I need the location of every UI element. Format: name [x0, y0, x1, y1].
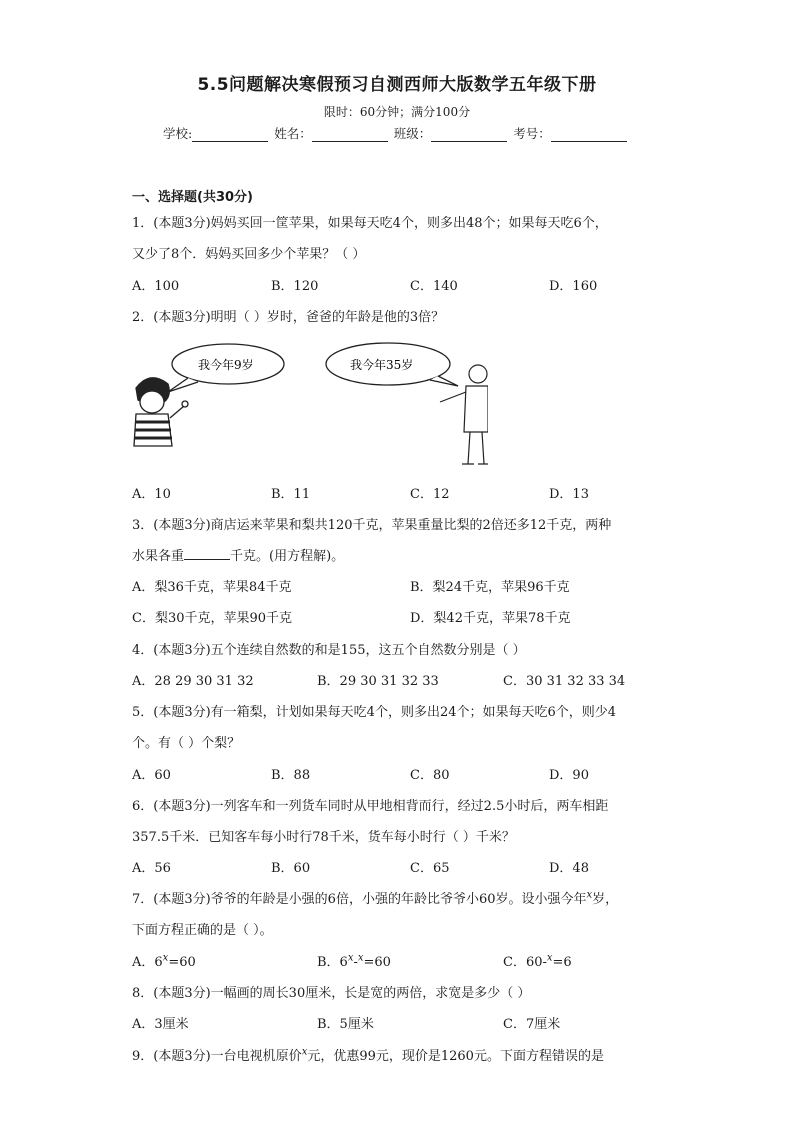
age-illustration — [128, 340, 488, 470]
q7a-eq: =60 — [168, 955, 196, 970]
q1-option-a[interactable]: A．100 — [132, 279, 180, 294]
page-title: 5.5问题解决寒假预习自测西师大版数学五年级下册 — [197, 75, 597, 95]
question-6-line-1: 6．(本题3分)一列客车和一列货车同时从甲地相背而行，经过2.5小时后，两车相距 — [132, 799, 609, 814]
question-1-line-1: 1．(本题3分)妈妈买回一筐苹果，如果每天吃4个，则多出48个；如果每天吃6个， — [132, 216, 608, 231]
exam-number-blank[interactable] — [551, 127, 627, 142]
school-label: 学校: — [163, 126, 193, 141]
q7-var-x: x — [586, 889, 593, 901]
q9-text-a: 9．(本题3分)一台电视机原价 — [132, 1049, 302, 1064]
q7c-var: x — [546, 952, 553, 964]
q7b-eq: =60 — [363, 955, 391, 970]
question-7-line-2: 下面方程正确的是（ ）。 — [132, 923, 273, 938]
q8-option-b[interactable]: B．5厘米 — [317, 1017, 374, 1032]
q6-option-a[interactable]: A．56 — [132, 861, 171, 876]
q5-option-a[interactable]: A．60 — [132, 768, 171, 783]
illustration-svg — [128, 340, 488, 470]
question-3-line-1: 3．(本题3分)商店运来苹果和梨共120千克，苹果重量比梨的2倍还多12千克，两种 — [132, 518, 612, 533]
time-limit-text: 限时：60分钟；满分100分 — [323, 105, 471, 119]
q7b-var-2: x — [357, 952, 364, 964]
question-7-line-1 — [132, 888, 618, 907]
q7-option-c[interactable] — [503, 951, 572, 970]
q1-option-d[interactable]: D．160 — [549, 279, 598, 294]
q5-option-c[interactable]: C．80 — [410, 768, 450, 783]
q1-option-c[interactable]: C．140 — [410, 279, 458, 294]
q8-option-a[interactable]: A．3厘米 — [132, 1017, 189, 1032]
bubble-child-text: 我今年9岁 — [198, 358, 254, 372]
q6-option-c[interactable]: C．65 — [410, 861, 450, 876]
question-9-line-1 — [132, 1045, 604, 1064]
q1-option-b[interactable]: B．120 — [271, 279, 319, 294]
q5-option-d[interactable]: D．90 — [549, 768, 589, 783]
class-label: 班级： — [393, 126, 432, 141]
q7b-text: B．6 — [317, 955, 348, 970]
question-8-line-1: 8．(本题3分)一幅画的周长30厘米，长是宽的两倍，求宽是多少（ ） — [132, 986, 531, 1001]
class-blank[interactable] — [431, 127, 507, 142]
q4-option-c[interactable]: C．30 31 32 33 34 — [503, 674, 626, 689]
q3-option-d[interactable]: D．梨42千克，苹果78千克 — [410, 611, 571, 626]
q7-text-a: 7．(本题3分)爷爷的年龄是小强的6倍，小强的年龄比爷爷小60岁。设小强今年 — [132, 892, 587, 907]
q3-answer-blank[interactable] — [184, 547, 230, 560]
q2-option-b[interactable]: B．11 — [271, 487, 311, 502]
q7-option-a[interactable] — [132, 951, 196, 970]
q2-option-c[interactable]: C．12 — [410, 487, 450, 502]
exam-number-label: 考号： — [513, 126, 551, 141]
q2-option-d[interactable]: D．13 — [549, 487, 589, 502]
q3-option-a[interactable]: A．梨36千克，苹果84千克 — [132, 580, 292, 595]
q9-var-x: x — [301, 1046, 308, 1058]
name-blank[interactable] — [312, 127, 388, 142]
question-1-line-2: 又少了8个．妈妈买回多少个苹果？（ ） — [132, 247, 366, 262]
question-2-line-1: 2．(本题3分)明明（ ）岁时，爸爸的年龄是他的3倍？ — [132, 310, 445, 325]
q7-text-b: 岁， — [592, 892, 619, 907]
q6-option-b[interactable]: B．60 — [271, 861, 311, 876]
school-blank[interactable] — [192, 127, 268, 142]
q8-option-c[interactable]: C．7厘米 — [503, 1017, 561, 1032]
q7c-text: C．60- — [503, 955, 547, 970]
q7b-minus: - — [353, 955, 358, 970]
q4-option-a[interactable]: A．28 29 30 31 32 — [132, 674, 254, 689]
question-3-line-2 — [132, 545, 344, 564]
question-5-line-2: 个。有（ ）个梨？ — [132, 736, 241, 751]
q2-option-a[interactable]: A．10 — [132, 487, 171, 502]
q3-option-c[interactable]: C．梨30千克，苹果90千克 — [132, 611, 293, 626]
q7c-eq: =6 — [552, 955, 572, 970]
q3-option-b[interactable]: B．梨24千克，苹果96千克 — [410, 580, 570, 595]
q7b-var-1: x — [347, 952, 354, 964]
q6-option-d[interactable]: D．48 — [549, 861, 589, 876]
q7-option-b[interactable] — [317, 951, 391, 970]
question-5-line-1: 5．(本题3分)有一箱梨，计划如果每天吃4个，则多出24个；如果每天吃6个，则少4 — [132, 705, 617, 720]
q3-text-a: 水果各重 — [132, 549, 185, 564]
section-heading: 一、选择题(共30分) — [132, 190, 253, 205]
dad-figure — [440, 365, 488, 464]
q7a-var: x — [162, 952, 169, 964]
bubble-dad-text: 我今年35岁 — [350, 358, 414, 372]
student-info-line — [163, 124, 629, 142]
q4-option-b[interactable]: B．29 30 31 32 33 — [317, 674, 439, 689]
q9-text-b: 元，优惠99元，现价是1260元。下面方程错误的是 — [307, 1049, 604, 1064]
q7a-text: A．6 — [132, 955, 163, 970]
q5-option-b[interactable]: B．88 — [271, 768, 311, 783]
name-label: 姓名： — [274, 126, 312, 141]
question-6-line-2: 357.5千米．已知客车每小时行78千米，货车每小时行（ ）千米？ — [132, 830, 515, 845]
question-4-line-1: 4．(本题3分)五个连续自然数的和是155，这五个自然数分别是（ ） — [132, 643, 526, 658]
q3-text-b: 千克。(用方程解)。 — [230, 549, 345, 564]
